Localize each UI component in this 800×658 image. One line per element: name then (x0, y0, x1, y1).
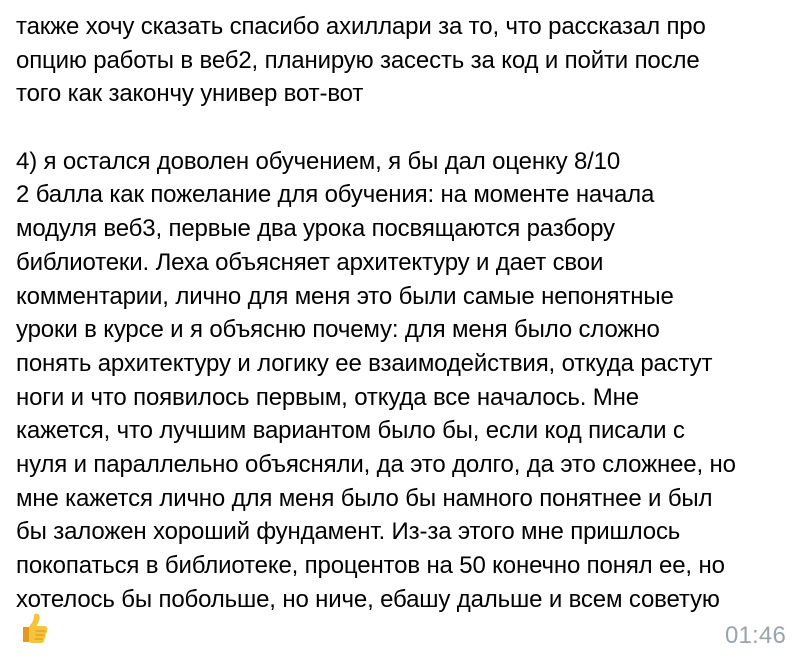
message-line: мне кажется лично для меня было бы намного понятнее и был (16, 484, 713, 512)
message-line: того как закончу универ вот-вот (16, 80, 364, 108)
message-line: 2 балла как пожелание для обучения: на моменте начала (16, 181, 655, 209)
message-line: понять архитектуру и логику ее взаимодействия, откуда растут (16, 349, 713, 377)
message-line: также хочу сказать спасибо ахиллари за то, что рассказал про (16, 13, 706, 40)
message-text (16, 10, 780, 616)
message-line: хотелось бы побольше, но ниче, ебашу дальше и всем советую (16, 585, 720, 613)
message-line: ноги и что появилось первым, откуда все началось. Мне (16, 383, 639, 411)
message-line: модуля веб3, первые два урока посвящаются разбору (16, 215, 615, 243)
message-line: кажется, что лучшим вариантом было бы, если код писали с (16, 417, 685, 445)
message-line: покопаться в библиотеке, процентов на 50 конечно понял ее, но (16, 552, 725, 579)
message-line: 4) я остался доволен обучением, я бы дал оценку 8/10 (16, 147, 621, 175)
paragraph-spacer (16, 111, 780, 145)
message-line: нуля и параллельно объясняли, да это долго, да это сложнее, но (16, 450, 736, 478)
message-line: бы заложен хороший фундамент. Из-за этого мне пришлось (16, 518, 681, 546)
message-line: опцию работы в веб2, планирую засесть за код и пойти после (16, 46, 700, 74)
message-timestamp: 01:46 (724, 622, 786, 649)
thumbs-up-icon (16, 612, 50, 646)
message-line: комментарии, лично для меня это были самые непонятные (16, 282, 674, 310)
message-line: библиотеки. Леха объясняет архитектуру и дает свои (16, 248, 604, 276)
message-line: уроки в курсе и я объясню почему: для меня было сложно (16, 316, 660, 344)
